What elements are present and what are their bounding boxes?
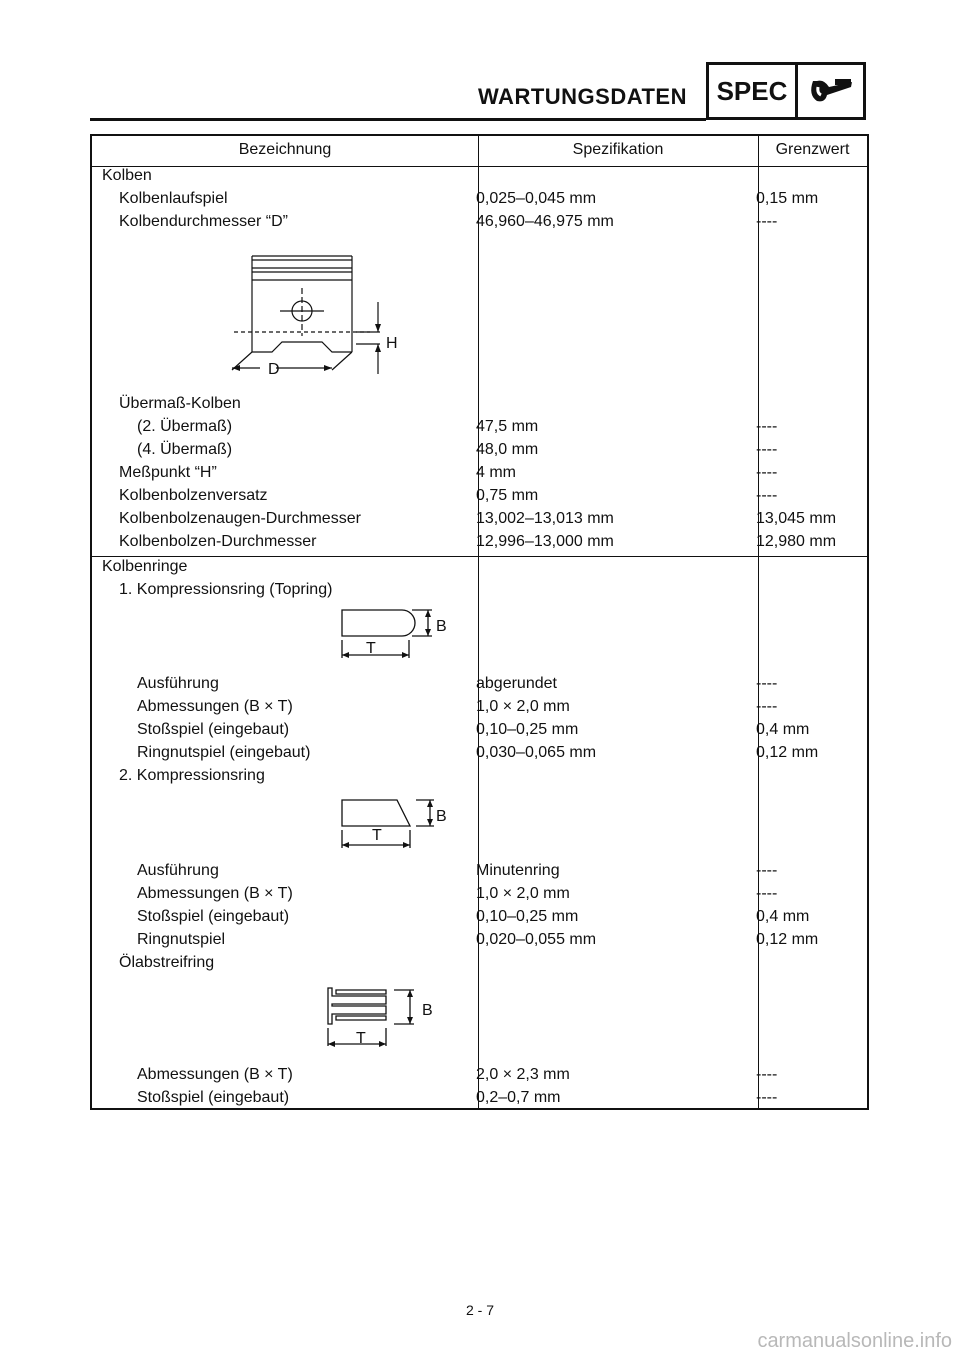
figure-label-d: D	[268, 361, 280, 378]
table-row-limit: 0,12 mm	[756, 744, 819, 761]
page-title: WARTUNGSDATEN	[478, 84, 687, 109]
oil-ring-title: Ölabstreifring	[119, 954, 215, 971]
figure-label-b: B	[422, 1002, 433, 1019]
table-row-label: Abmessungen (B × T)	[137, 1066, 293, 1083]
second-ring-diagram	[332, 796, 442, 861]
table-row-spec: Minutenring	[476, 862, 560, 879]
table-row-limit: ----	[756, 464, 778, 481]
ring2-title: 2. Kompressionsring	[119, 767, 265, 784]
figure-label-t: T	[356, 1030, 366, 1047]
figure-label-t: T	[372, 827, 382, 844]
table-row-limit: 0,4 mm	[756, 908, 810, 925]
page-number: 2 - 7	[465, 1302, 494, 1318]
table-row-label: Ringnutspiel (eingebaut)	[137, 744, 311, 761]
oil-ring-diagram	[320, 984, 430, 1059]
table-row-limit: 0,15 mm	[756, 190, 819, 207]
table-row-label: Kolbenbolzenversatz	[119, 487, 268, 504]
figure-label-b: B	[436, 618, 447, 635]
table-row-limit: ----	[756, 1089, 778, 1106]
table-row-limit: ----	[756, 418, 778, 435]
table-row-spec: 47,5 mm	[476, 418, 539, 435]
table-row-limit: 0,4 mm	[756, 721, 810, 738]
spec-box	[706, 62, 866, 120]
table-row-spec: 2,0 × 2,3 mm	[476, 1066, 570, 1083]
table-row-spec: 46,960–46,975 mm	[476, 213, 614, 230]
table-row-label: Kolbenbolzenaugen-Durchmesser	[119, 510, 361, 527]
figure-label-t: T	[366, 640, 376, 657]
table-row-label: Stoßspiel (eingebaut)	[137, 1089, 290, 1106]
table-row-spec: 0,10–0,25 mm	[476, 721, 579, 738]
table-row-label: Ausführung	[137, 675, 219, 692]
table-row-label: (2. Übermaß)	[137, 418, 233, 435]
table-row-spec: 0,020–0,055 mm	[476, 931, 597, 948]
wrench-icon	[798, 65, 863, 117]
table-row-spec: 0,030–0,065 mm	[476, 744, 597, 761]
table-row-limit: ----	[756, 441, 778, 458]
header-rule	[90, 118, 706, 121]
subsection-heading-uebermass: Übermaß-Kolben	[119, 395, 241, 412]
piston-diagram	[212, 246, 412, 386]
spec-label: SPEC	[709, 65, 798, 117]
table-row-spec: 0,75 mm	[476, 487, 539, 504]
watermark: carmanualsonline.info	[757, 1330, 952, 1352]
table-row-limit: 0,12 mm	[756, 931, 819, 948]
table-row-spec: 12,996–13,000 mm	[476, 533, 614, 550]
table-row-label: (4. Übermaß)	[137, 441, 233, 458]
header-divider	[92, 166, 867, 167]
table-row-spec: abgerundet	[476, 675, 557, 692]
column-divider	[758, 136, 759, 1108]
figure-label-h: H	[386, 335, 398, 352]
table-row-limit: ----	[756, 698, 778, 715]
table-row-spec: 1,0 × 2,0 mm	[476, 698, 570, 715]
table-row-label: Kolbenlaufspiel	[119, 190, 228, 207]
section-heading-kolbenringe: Kolbenringe	[102, 558, 188, 575]
table-row-limit: 13,045 mm	[756, 510, 837, 527]
table-row-label: Abmessungen (B × T)	[137, 885, 293, 902]
table-row-spec: 0,025–0,045 mm	[476, 190, 597, 207]
table-row-limit: ----	[756, 862, 778, 879]
figure-label-b: B	[436, 808, 447, 825]
spec-table	[90, 134, 869, 1110]
section-heading-kolben: Kolben	[102, 167, 152, 184]
table-row-spec: 13,002–13,013 mm	[476, 510, 614, 527]
table-row-limit: ----	[756, 1066, 778, 1083]
table-row-spec: 4 mm	[476, 464, 516, 481]
table-row-label: Ringnutspiel	[137, 931, 226, 948]
table-row-limit: ----	[756, 487, 778, 504]
table-row-label: Meßpunkt “H”	[119, 464, 217, 481]
table-row-limit: 12,980 mm	[756, 533, 837, 550]
table-row-spec: 1,0 × 2,0 mm	[476, 885, 570, 902]
table-row-label: Ausführung	[137, 862, 219, 879]
table-row-limit: ----	[756, 885, 778, 902]
table-row-label: Kolbendurchmesser “D”	[119, 213, 288, 230]
column-header-bezeichnung: Bezeichnung	[238, 141, 332, 158]
table-row-label: Kolbenbolzen-Durchmesser	[119, 533, 317, 550]
table-row-label: Stoßspiel (eingebaut)	[137, 908, 290, 925]
column-header-grenzwert: Grenzwert	[775, 141, 850, 158]
table-row-label: Stoßspiel (eingebaut)	[137, 721, 290, 738]
table-row-limit: ----	[756, 675, 778, 692]
table-row-label: Abmessungen (B × T)	[137, 698, 293, 715]
top-ring-diagram	[332, 606, 442, 671]
table-row-spec: 0,2–0,7 mm	[476, 1089, 561, 1106]
column-header-spezifikation: Spezifikation	[572, 141, 664, 158]
table-row-limit: ----	[756, 213, 778, 230]
section-divider	[92, 556, 867, 557]
ring1-title: 1. Kompressionsring (Topring)	[119, 581, 333, 598]
table-row-spec: 48,0 mm	[476, 441, 539, 458]
column-divider	[478, 136, 479, 1108]
table-row-spec: 0,10–0,25 mm	[476, 908, 579, 925]
